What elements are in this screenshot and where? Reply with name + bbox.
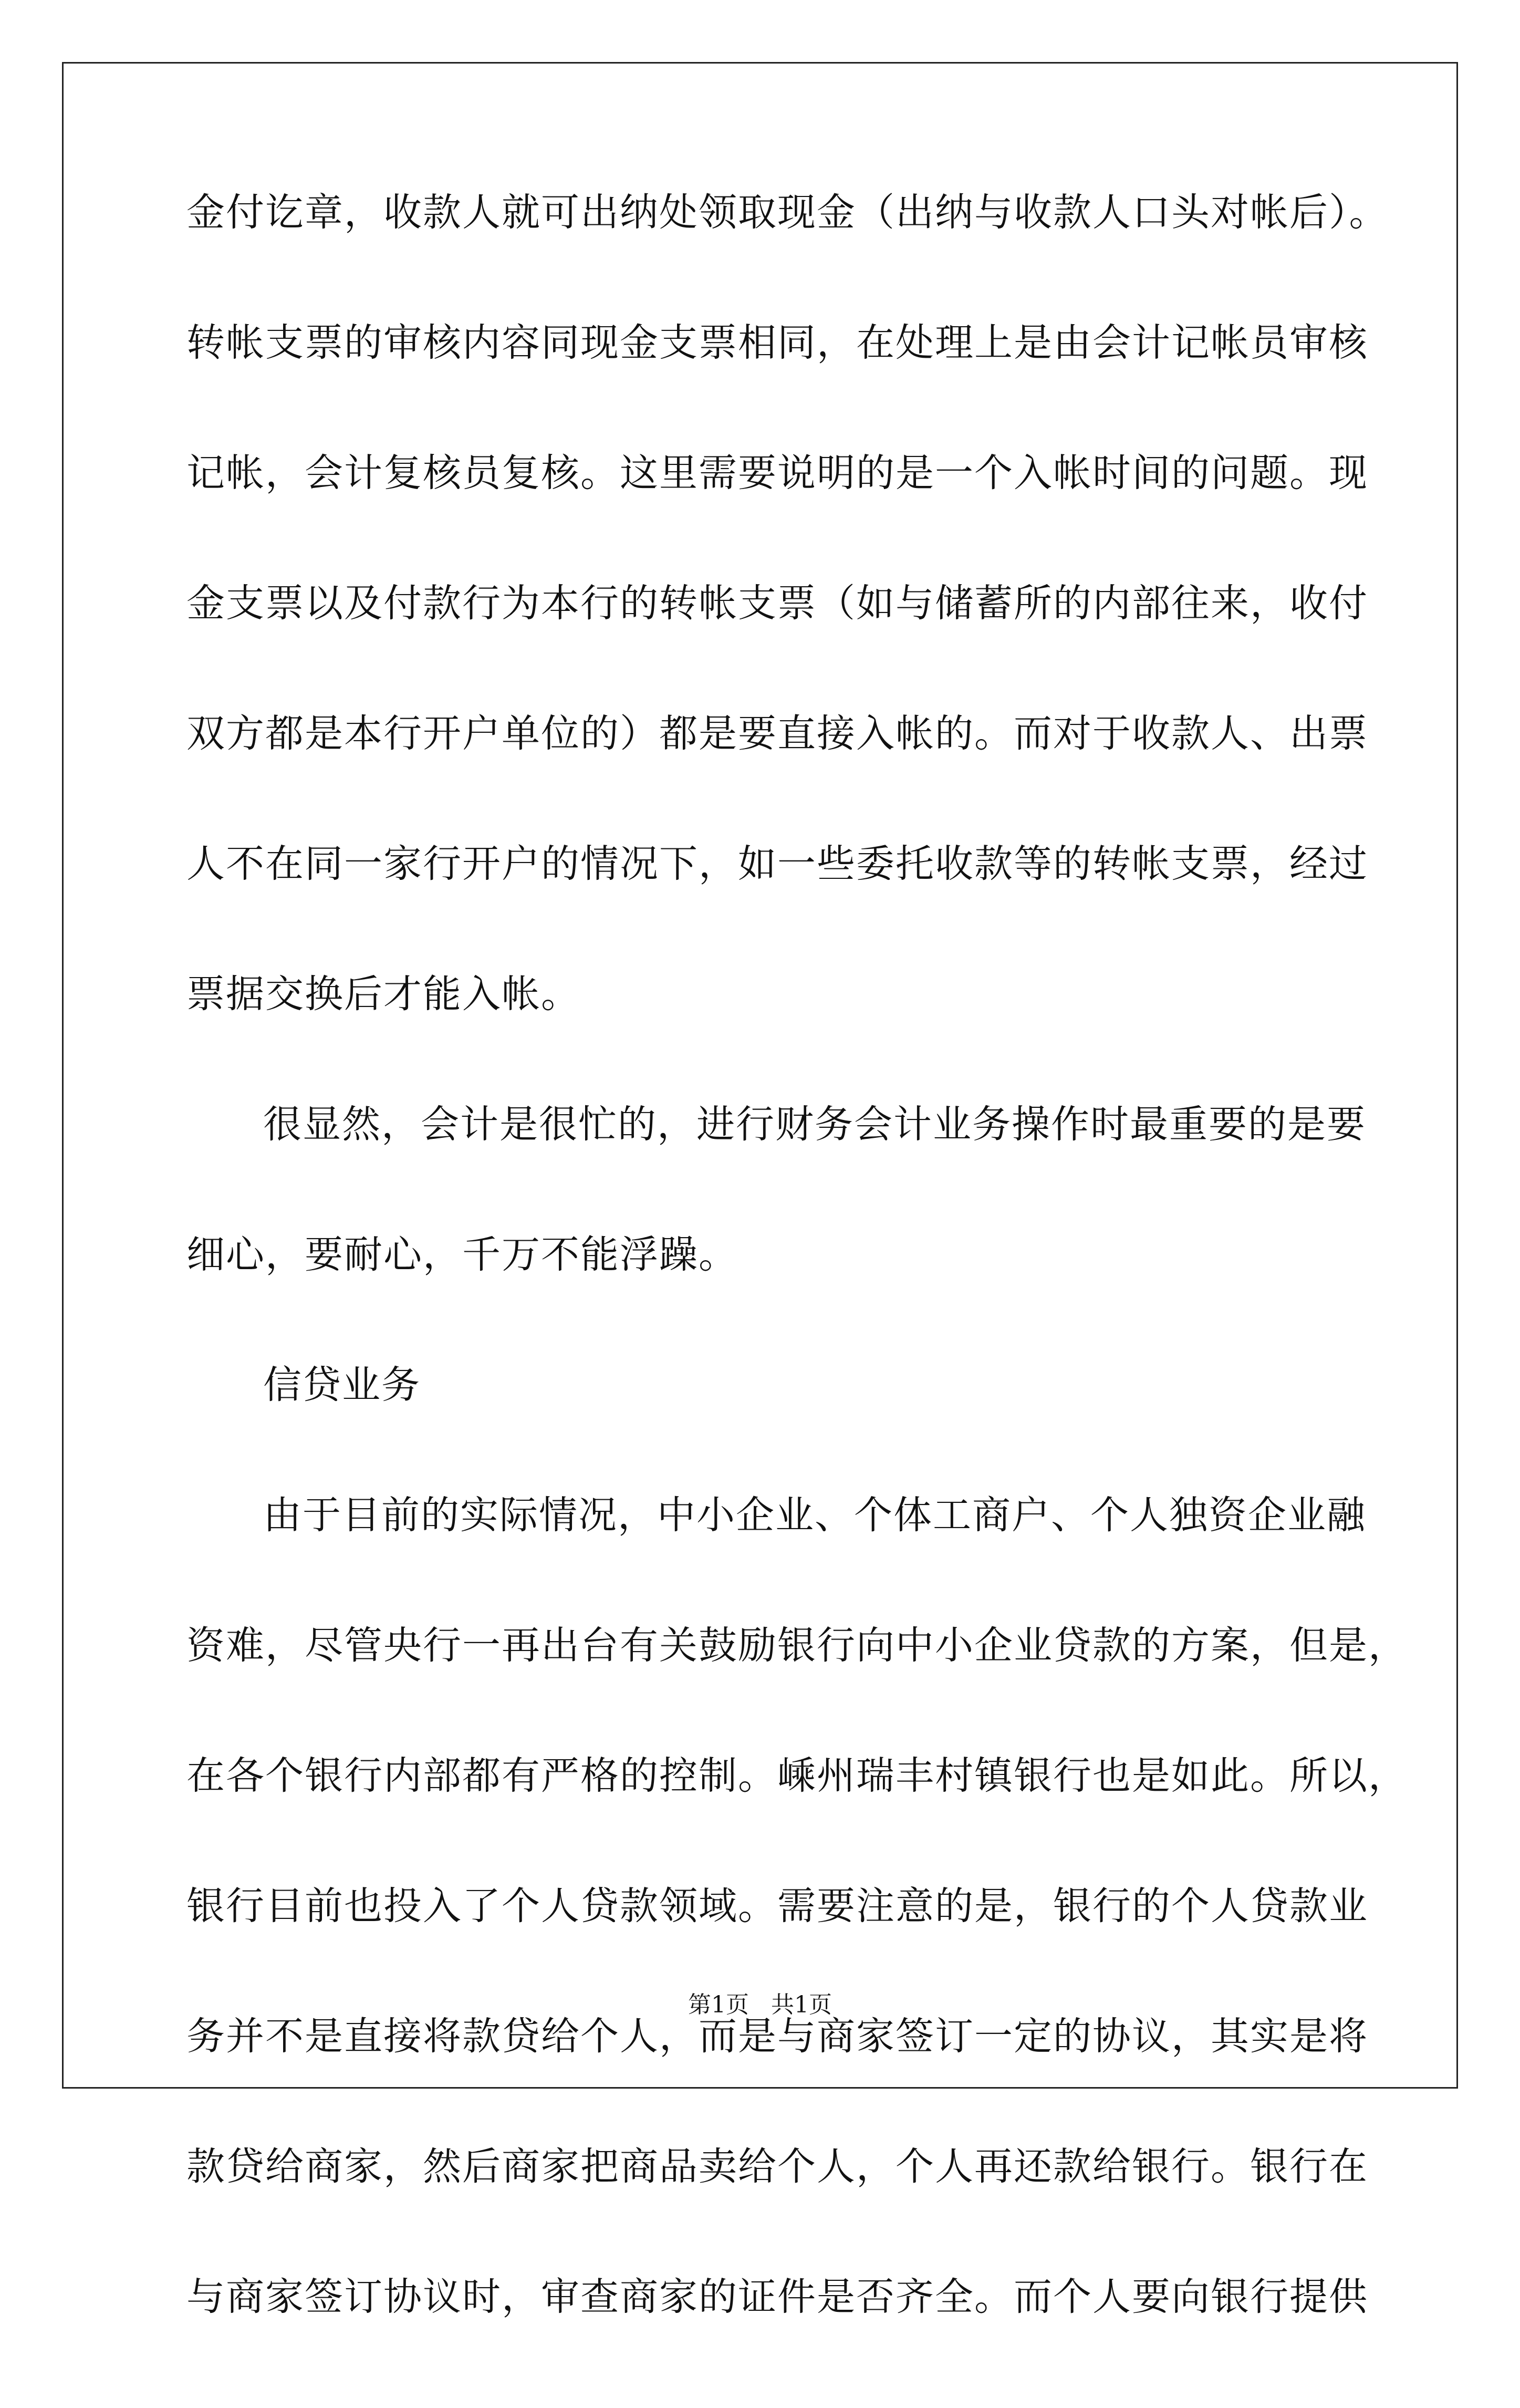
text-line: 转帐支票的审核内容同现金支票相同，在处理上是由会计记帐员审核: [186, 320, 1368, 365]
document-body: [186, 190, 1408, 2408]
page-footer: [0, 1991, 1520, 2018]
page-total: 共1页: [771, 1991, 832, 2018]
section-heading: 信贷业务: [263, 1363, 421, 1407]
paragraph-start-line: 由于目前的实际情况，中小企业、个体工商户、个人独资企业融: [263, 1493, 1366, 1538]
text-line: 细心，要耐心，千万不能浮躁。: [186, 1232, 738, 1277]
page-number: 第1页: [688, 1991, 749, 2018]
text-line: 金付讫章，收款人就可出纳处领取现金（出纳与收款人口头对帐后）。: [186, 190, 1389, 235]
text-line: 票据交换后才能入帐。: [186, 972, 580, 1016]
text-line: 金支票以及付款行为本行的转帐支票（如与储蓄所的内部往来，收付: [186, 581, 1368, 626]
text-line: 记帐，会计复核员复核。这里需要说明的是一个入帐时间的问题。现: [186, 451, 1368, 495]
text-line: 资难，尽管央行一再出台有关鼓励银行向中小企业贷款的方案，但是，: [186, 1623, 1408, 1668]
text-line: 银行目前也投入了个人贷款领域。需要注意的是，银行的个人贷款业: [186, 1884, 1368, 1928]
paragraph-start-line: 很显然，会计是很忙的，进行财务会计业务操作时最重要的是要: [263, 1102, 1366, 1147]
text-line: 与商家签订协议时，审查商家的证件是否齐全。而个人要向银行提供: [186, 2275, 1368, 2319]
text-line: 务并不是直接将款贷给个人，而是与商家签订一定的协议，其实是将: [186, 2014, 1368, 2059]
text-line: 双方都是本行开户单位的）都是要直接入帐的。而对于收款人、出票: [186, 711, 1368, 756]
text-line: 款贷给商家，然后商家把商品卖给个人，个人再还款给银行。银行在: [186, 2144, 1368, 2189]
text-line: 人不在同一家行开户的情况下，如一些委托收款等的转帐支票，经过: [186, 842, 1368, 886]
text-line: 在各个银行内部都有严格的控制。嵊州瑞丰村镇银行也是如此。所以，: [186, 1753, 1408, 1798]
